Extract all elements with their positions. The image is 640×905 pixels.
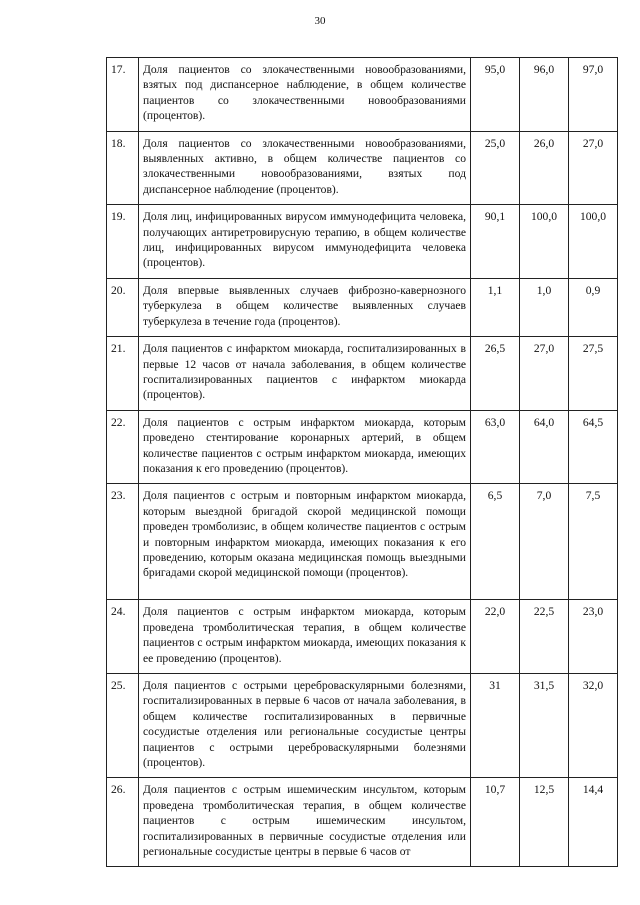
- indicator-text: Доля пациентов с острым инфарктом миокарда, которым проведено стентирование коронарных артерий, в общем количестве пациентов с острым инфарктом миокарда, имеющих показания к его проведению (процентов).: [139, 410, 471, 484]
- row-number: 26.: [107, 778, 139, 867]
- value-year-1: 25,0: [471, 131, 520, 205]
- value-year-3: 100,0: [569, 205, 618, 279]
- table-row: [107, 410, 618, 484]
- value-year-3: 0,9: [569, 278, 618, 336]
- table-row: [107, 337, 618, 411]
- indicators-table-body: [107, 58, 618, 867]
- row-number: 21.: [107, 337, 139, 411]
- indicator-text: Доля пациентов с инфарктом миокарда, госпитализированных в первые 12 часов от начала заболевания, в общем количестве госпитализированных пациентов с инфарктом миокарда (процентов).: [139, 337, 471, 411]
- value-year-1: 22,0: [471, 600, 520, 674]
- value-year-1: 6,5: [471, 484, 520, 600]
- table-row: [107, 205, 618, 279]
- indicator-text: Доля пациентов с острым инфарктом миокарда, которым проведена тромболитическая терапия, в общем количестве пациентов с острым инфарктом миокарда, имеющих показания к ее проведению (процентов).: [139, 600, 471, 674]
- row-number: 18.: [107, 131, 139, 205]
- value-year-1: 1,1: [471, 278, 520, 336]
- value-year-2: 26,0: [520, 131, 569, 205]
- indicator-text: Доля пациентов с острым ишемическим инсультом, которым проведена тромболитическая терапия, в общем количестве пациентов с острым ишемическим инсультом, госпитализированных в первичные сосудистые отделения или региональные сосудистые центры в первые 6 часов от: [139, 778, 471, 867]
- value-year-1: 95,0: [471, 58, 520, 132]
- value-year-2: 1,0: [520, 278, 569, 336]
- row-number: 24.: [107, 600, 139, 674]
- indicator-text: Доля пациентов со злокачественными новообразованиями, взятых под диспансерное наблюдение, в общем количестве пациентов со злокачественными новообразованиями (процентов).: [139, 58, 471, 132]
- row-number: 25.: [107, 673, 139, 777]
- table-row: [107, 673, 618, 777]
- table-row: [107, 58, 618, 132]
- table-row: [107, 484, 618, 600]
- value-year-1: 10,7: [471, 778, 520, 867]
- row-number: 19.: [107, 205, 139, 279]
- value-year-2: 100,0: [520, 205, 569, 279]
- row-number: 23.: [107, 484, 139, 600]
- indicator-text: Доля пациентов с острыми цереброваскулярными болезнями, госпитализированных в первые 6 часов от начала заболевания, в общем количестве госпитализированных в первичные сосудистые отделения или региональные сосудистые центры пациентов с острыми цереброваскулярными болезнями (процентов).: [139, 673, 471, 777]
- value-year-2: 96,0: [520, 58, 569, 132]
- indicator-text: Доля пациентов со злокачественными новообразованиями, выявленных активно, в общем количестве пациентов со злокачественными новообразованиями, взятых под диспансерное наблюдение (процентов).: [139, 131, 471, 205]
- value-year-1: 26,5: [471, 337, 520, 411]
- value-year-1: 63,0: [471, 410, 520, 484]
- table-row: [107, 131, 618, 205]
- value-year-1: 90,1: [471, 205, 520, 279]
- value-year-2: 7,0: [520, 484, 569, 600]
- indicator-text: Доля лиц, инфицированных вирусом иммунодефицита человека, получающих антиретровирусную терапию, в общем количестве лиц, инфицированных вирусом иммунодефицита человека (процентов).: [139, 205, 471, 279]
- value-year-1: 31: [471, 673, 520, 777]
- value-year-2: 31,5: [520, 673, 569, 777]
- row-number: 17.: [107, 58, 139, 132]
- value-year-3: 23,0: [569, 600, 618, 674]
- row-number: 20.: [107, 278, 139, 336]
- value-year-3: 27,0: [569, 131, 618, 205]
- indicators-table: [106, 57, 618, 867]
- indicator-text: Доля впервые выявленных случаев фиброзно-кавернозного туберкулеза в общем количестве выявленных случаев туберкулеза в течение года (процентов).: [139, 278, 471, 336]
- value-year-3: 64,5: [569, 410, 618, 484]
- value-year-2: 64,0: [520, 410, 569, 484]
- indicator-text: Доля пациентов с острым и повторным инфарктом миокарда, которым выездной бригадой скорой медицинской помощи проведен тромболизис, в общем количестве пациентов с острым и повторным инфарктом миокарда, имеющих показания к его проведению, которым оказана медицинская помощь выездными бригадами скорой медицинской помощи (процентов).: [139, 484, 471, 600]
- table-row: [107, 778, 618, 867]
- page-number: 30: [314, 15, 326, 27]
- table-row: [107, 600, 618, 674]
- value-year-3: 32,0: [569, 673, 618, 777]
- value-year-3: 14,4: [569, 778, 618, 867]
- value-year-2: 27,0: [520, 337, 569, 411]
- row-number: 22.: [107, 410, 139, 484]
- value-year-3: 7,5: [569, 484, 618, 600]
- value-year-2: 22,5: [520, 600, 569, 674]
- value-year-3: 27,5: [569, 337, 618, 411]
- table-row: [107, 278, 618, 336]
- value-year-3: 97,0: [569, 58, 618, 132]
- value-year-2: 12,5: [520, 778, 569, 867]
